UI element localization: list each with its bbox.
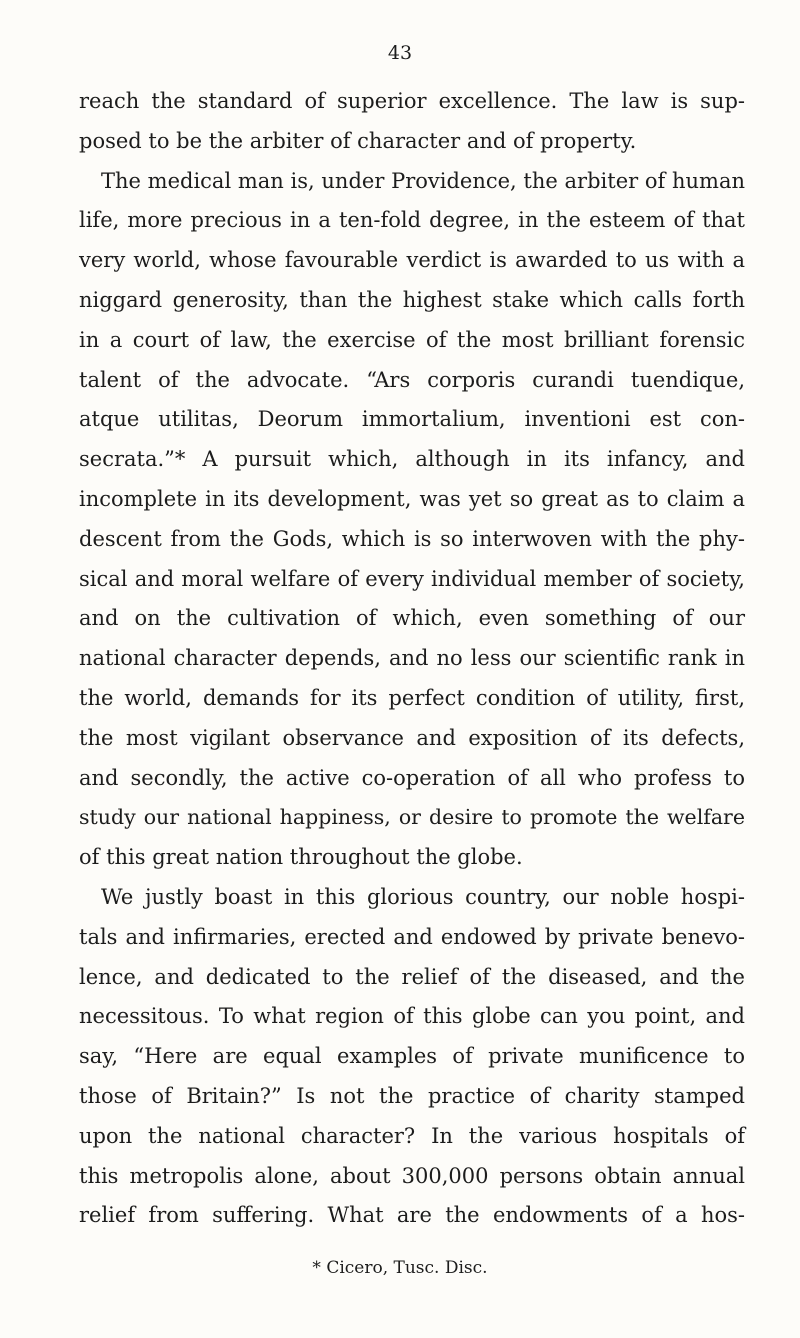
text-line: national character depends, and no less our scientific rank in xyxy=(79,646,745,671)
text-line: the most vigilant observance and exposition of its defects, xyxy=(79,725,745,750)
text-line: upon the national character? In the various hospitals of xyxy=(79,1123,745,1148)
text-line: and on the cultivation of which, even something of our xyxy=(79,606,745,631)
text-line: very world, whose favourable verdict is awarded to us with a xyxy=(79,248,745,273)
text-line: say, “Here are equal examples of private munificence to xyxy=(79,1044,745,1069)
text-line: descent from the Gods, which is so interwoven with the phy- xyxy=(79,526,745,551)
text-line: reach the standard of superior excellence. The law is sup- xyxy=(79,89,745,113)
text-line: the world, demands for its perfect condition of utility, first, xyxy=(79,685,745,710)
text-line: in a court of law, the exercise of the most brilliant forensic xyxy=(79,327,745,352)
body-text xyxy=(79,82,745,1236)
text-line: this metropolis alone, about 300,000 persons obtain annual xyxy=(79,1163,745,1188)
text-line: secrata.”* A pursuit which, although in its infancy, and xyxy=(79,447,745,472)
text-line: sical and moral welfare of every individual member of society, xyxy=(79,566,745,591)
text-line: tals and infirmaries, erected and endowed by private benevo- xyxy=(79,924,745,949)
text-line: and secondly, the active co-operation of all who profess to xyxy=(79,765,745,790)
text-line: posed to be the arbiter of character and of property. xyxy=(79,128,637,153)
text-line: talent of the advocate. “Ars corporis curandi tuendique, xyxy=(79,367,745,392)
text-line: niggard generosity, than the highest stake which calls forth xyxy=(79,287,745,312)
text-line: The medical man is, under Providence, the arbiter of human xyxy=(101,168,745,193)
text-line: incomplete in its development, was yet so great as to claim a xyxy=(79,486,745,511)
text-line: atque utilitas, Deorum immortalium, inventioni est con- xyxy=(79,407,745,432)
text-line: of this great nation throughout the globe. xyxy=(79,845,523,870)
text-line: necessitous. To what region of this globe can you point, and xyxy=(79,1004,745,1029)
text-line: lence, and dedicated to the relief of the diseased, and the xyxy=(79,964,745,989)
text-line: life, more precious in a ten-fold degree, in the esteem of that xyxy=(79,208,745,233)
page-number: 43 xyxy=(387,42,413,64)
text-line: study our national happiness, or desire to promote the welfare xyxy=(79,805,745,830)
text-line: relief from suffering. What are the endowments of a hos- xyxy=(79,1203,745,1228)
footnote: * Cicero, Tusc. Disc. xyxy=(312,1258,488,1278)
text-line: We justly boast in this glorious country, our noble hospi- xyxy=(101,884,745,909)
text-line: those of Britain?” Is not the practice of charity stamped xyxy=(79,1083,745,1108)
